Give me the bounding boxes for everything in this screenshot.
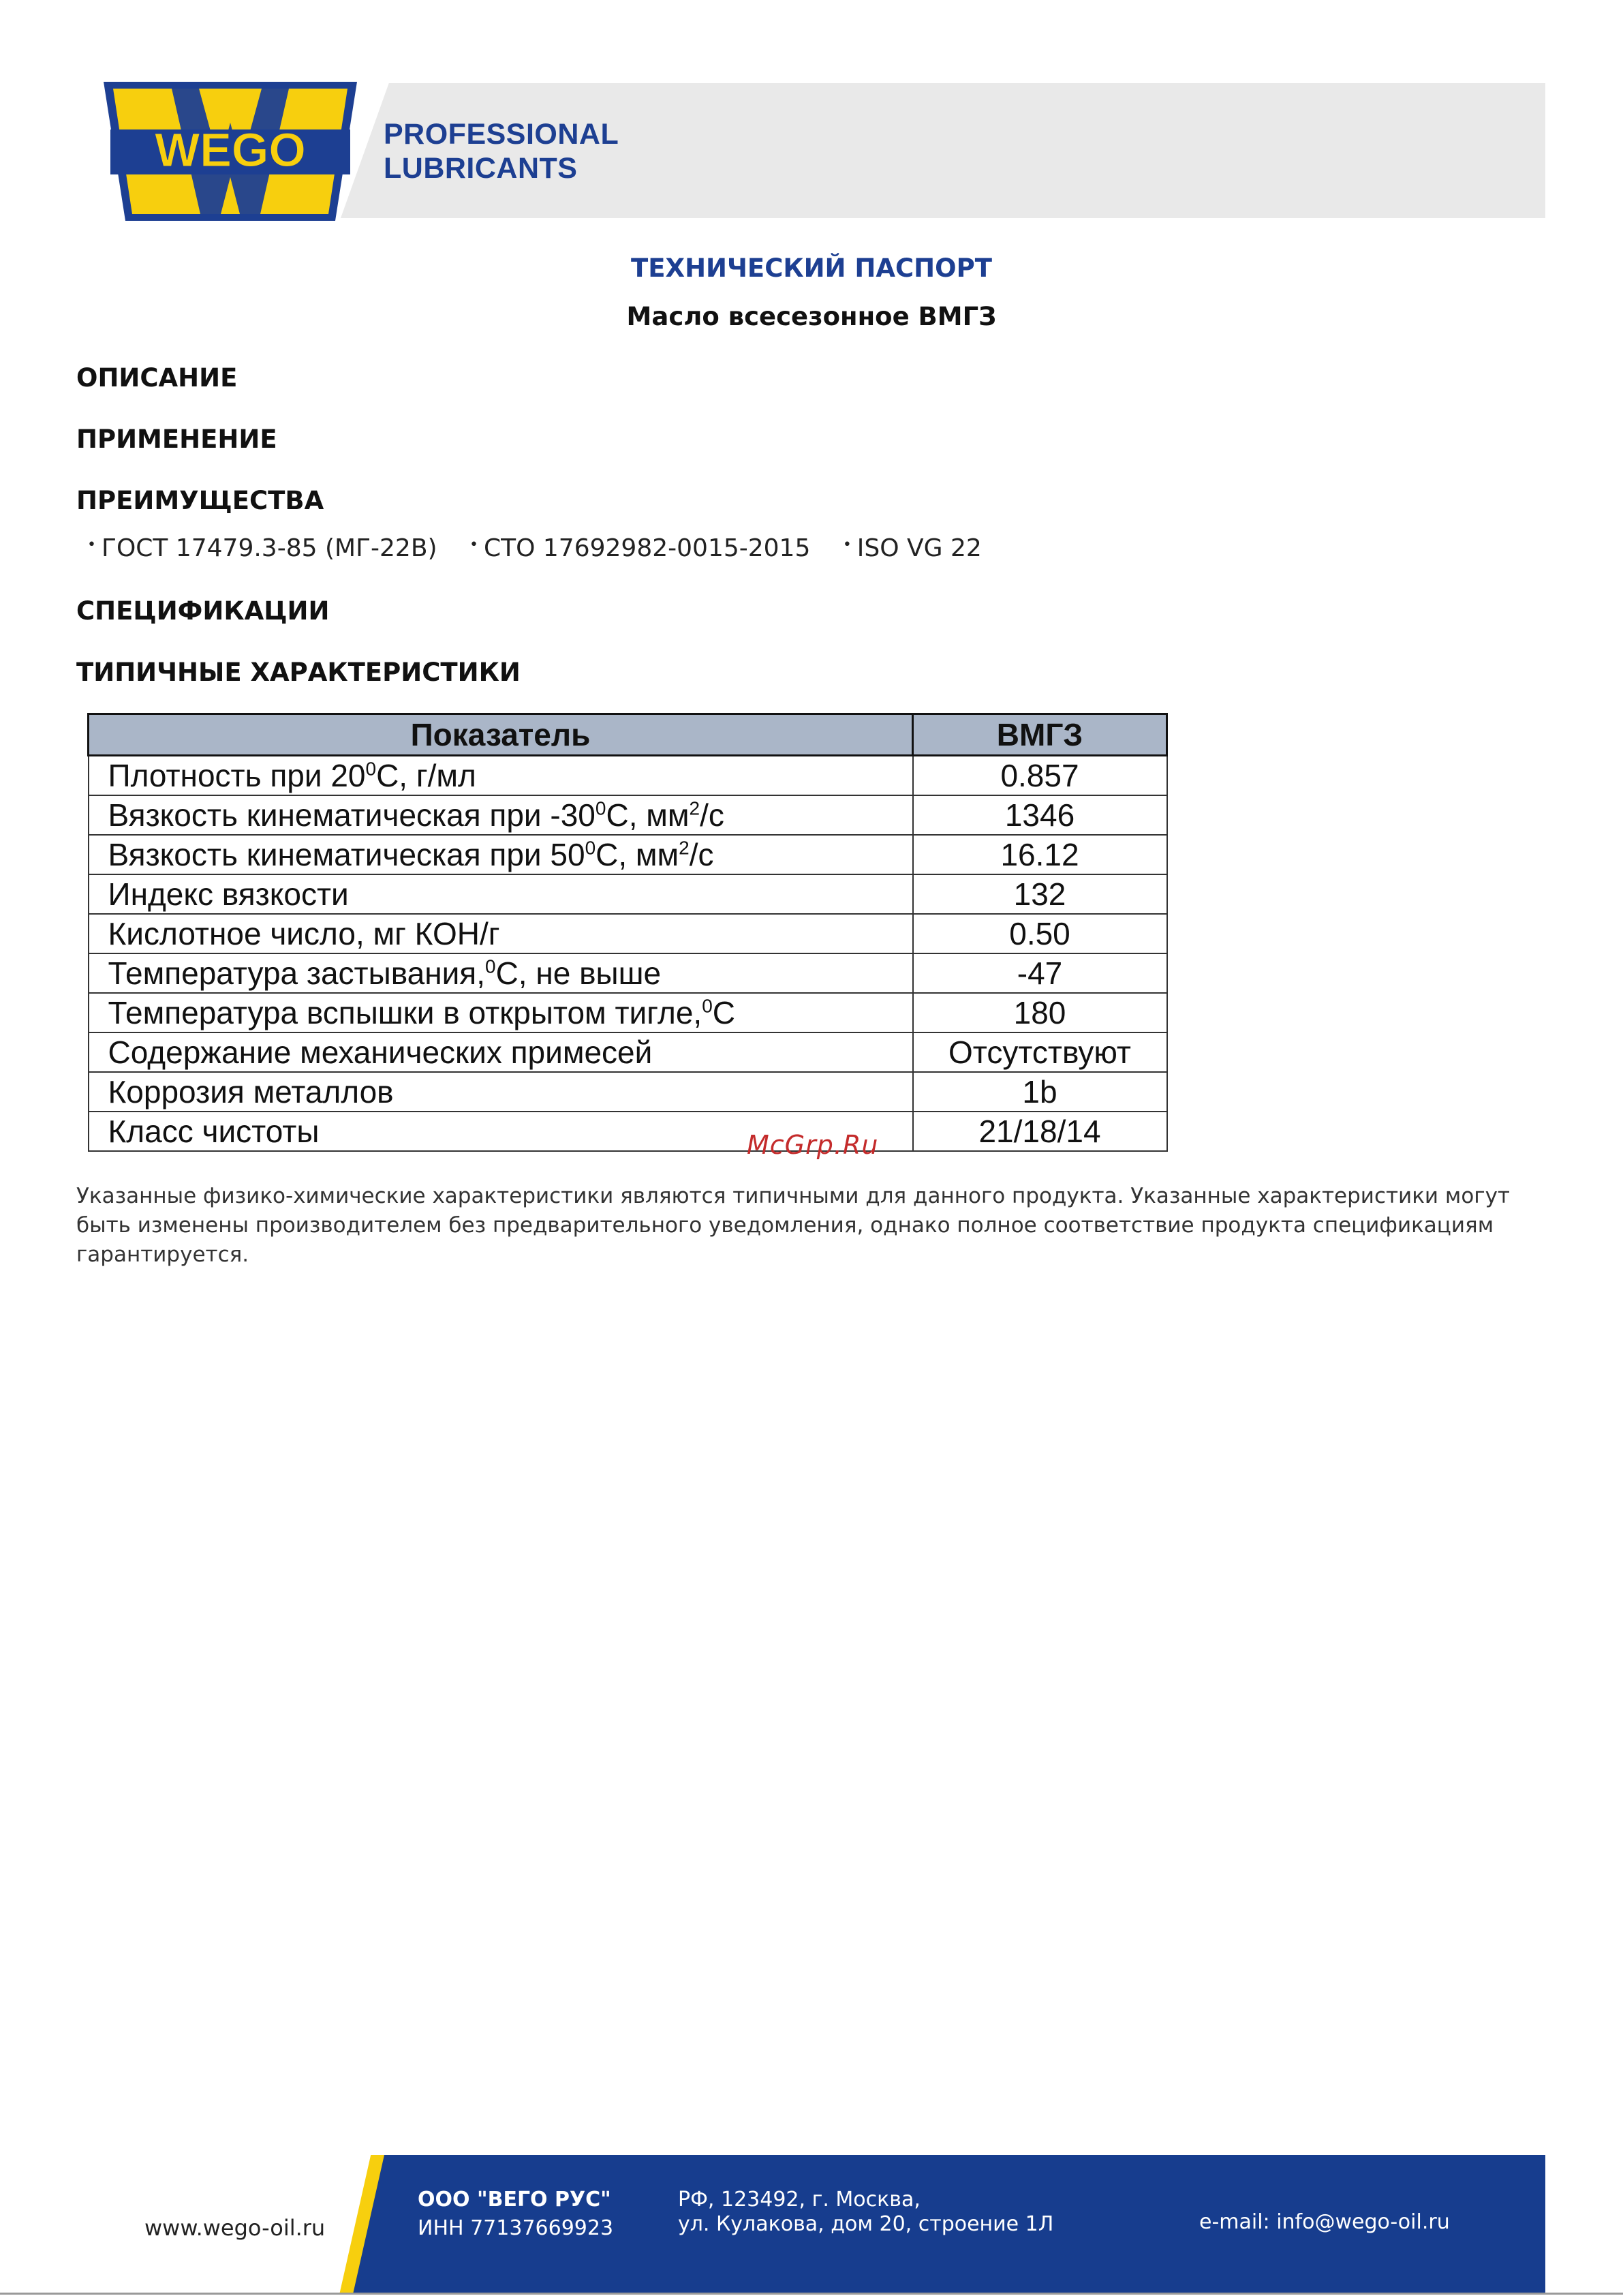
product-name: Масло всесезонное ВМГЗ	[626, 302, 997, 331]
table-row	[89, 993, 1167, 1032]
list-item: • ГОСТ 17479.3-85 (МГ-22В)	[87, 534, 437, 562]
table-row	[89, 795, 1167, 835]
section-application: ПРИМЕНЕНИЕ	[76, 425, 277, 454]
footer-website[interactable]: www.wego-oil.ru	[144, 2215, 326, 2241]
table-row	[89, 835, 1167, 874]
parameter-name: Плотность при $20^0С$, г/мл	[89, 756, 913, 796]
parameter-value: 0.857	[913, 756, 1167, 796]
parameter-name: Кислотное число, мг КОН/г	[89, 914, 913, 953]
parameter-value: -47	[913, 953, 1167, 993]
parameter-value: 132	[913, 874, 1167, 914]
parameter-value: 1346	[913, 795, 1167, 835]
parameter-name: Температура вспышки в открытом тигле,$^0$С	[89, 993, 913, 1032]
parameter-name: Содержание механических примесей	[89, 1032, 913, 1072]
table-row	[89, 1112, 1167, 1151]
table-body	[89, 756, 1167, 1152]
parameter-name: Вязкость кинематическая при $50^0С$, $мм^2/с$	[89, 835, 913, 874]
parameter-value: 21/18/14	[913, 1112, 1167, 1151]
characteristics-table	[87, 713, 1168, 1152]
footer-inn: ИНН 77137669923	[418, 2216, 614, 2240]
specifications-list	[87, 534, 1006, 562]
section-description: ОПИСАНИЕ	[76, 363, 238, 393]
table-row	[89, 1032, 1167, 1072]
column-header-product: ВМГЗ	[913, 714, 1167, 756]
table-row	[89, 874, 1167, 914]
column-header-parameter: Показатель	[89, 714, 913, 756]
parameter-name: Вязкость кинематическая при $-30^0С$, $мм^2/с$	[89, 795, 913, 835]
table-row	[89, 756, 1167, 796]
footer-email[interactable]: e-mail: info@wego-oil.ru	[1199, 2210, 1450, 2234]
parameter-name: Температура застывания,$^0$С, не выше	[89, 953, 913, 993]
page-title: ТЕХНИЧЕСКИЙ ПАСПОРТ	[631, 254, 992, 283]
parameter-name: Коррозия металлов	[89, 1072, 913, 1112]
watermark: McGrp.Ru	[747, 1130, 879, 1160]
table-header-row	[89, 714, 1167, 756]
footer-divider	[0, 2293, 1623, 2295]
brand-tagline: PROFESSIONAL LUBRICANTS	[384, 118, 619, 185]
list-item: • СТО 17692982-0015-2015	[469, 534, 811, 562]
parameter-value: 0.50	[913, 914, 1167, 953]
svg-text:WEGO: WEGO	[155, 123, 306, 177]
parameter-value: 180	[913, 993, 1167, 1032]
section-specifications: СПЕЦИФИКАЦИИ	[76, 596, 330, 626]
footer-address-line1: РФ, 123492, г. Москва,	[678, 2188, 921, 2211]
footer-company: ООО "ВЕГО РУС"	[418, 2188, 611, 2211]
footer-address-line2: ул. Кулакова, дом 20, строение 1Л	[678, 2212, 1054, 2236]
parameter-name: Класс чистоты	[89, 1112, 913, 1151]
section-typical: ТИПИЧНЫЕ ХАРАКТЕРИСТИКИ	[76, 658, 521, 687]
parameter-value: 16.12	[913, 835, 1167, 874]
parameter-value: 1b	[913, 1072, 1167, 1112]
parameter-name: Индекс вязкости	[89, 874, 913, 914]
section-advantages: ПРЕИМУЩЕСТВА	[76, 486, 324, 515]
table-row	[89, 1072, 1167, 1112]
parameter-value: Отсутствуют	[913, 1032, 1167, 1072]
table-row	[89, 953, 1167, 993]
wego-logo	[104, 82, 357, 221]
list-item: • ISO VG 22	[842, 534, 982, 562]
table-row	[89, 914, 1167, 953]
disclaimer-note: Указанные физико-химические характеристики являются типичными для данного продукта. Указанные характеристики могут быть изменены производителем без предварительного уведомления, однако полное соответствие продукта спецификациям гарантируется.	[76, 1184, 1510, 1267]
